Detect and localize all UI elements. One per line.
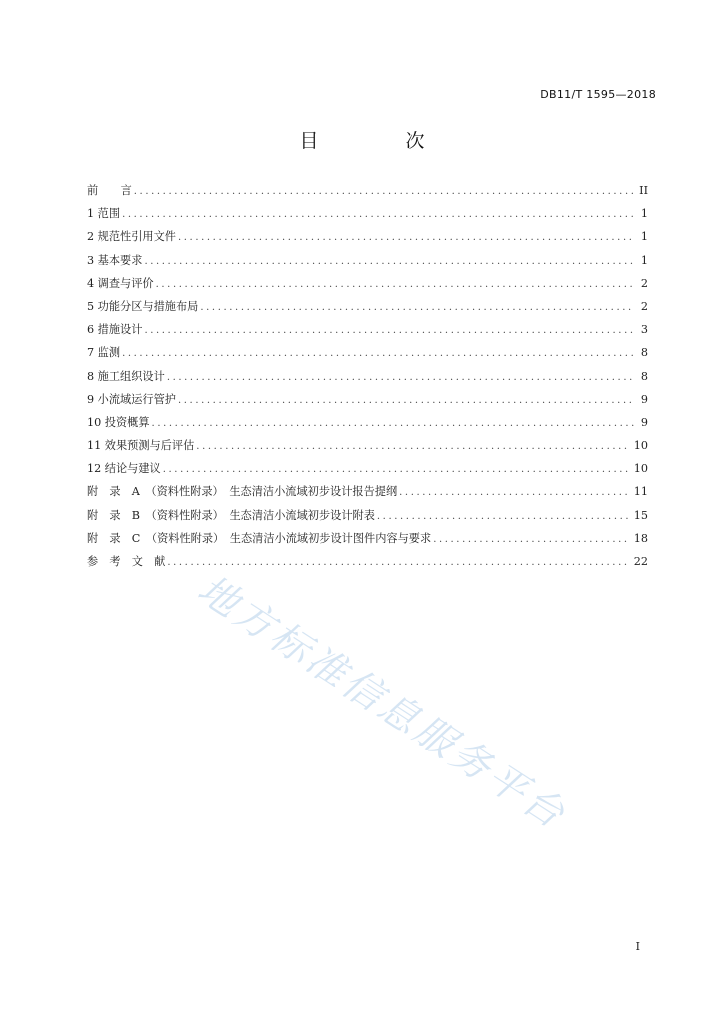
toc-entry-label: 12 结论与建议 <box>87 462 161 476</box>
toc-entry-7[interactable] <box>87 344 648 367</box>
toc-entry-page: II <box>639 184 648 197</box>
toc-leader-dots <box>433 534 630 545</box>
toc-entry-label: 参 考 文 献 <box>87 555 166 568</box>
toc-entry-page: 9 <box>640 415 648 429</box>
toc-entry-label: 前 言 <box>87 184 132 197</box>
toc-entry-page: 2 <box>640 276 648 290</box>
toc-entry-9[interactable] <box>87 391 648 414</box>
watermark-text: 地方标准信息服务平台 <box>189 566 575 839</box>
toc-entry-1[interactable] <box>87 205 648 228</box>
toc-entry-label: 附 录 B （资料性附录） 生态清洁小流域初步设计附表 <box>87 508 375 522</box>
toc-entry-page: 10 <box>633 439 648 453</box>
toc-entry-appendix-a[interactable] <box>87 483 648 506</box>
toc-leader-dots <box>122 209 634 220</box>
toc-entry-label: 6 措施设计 <box>87 323 143 337</box>
page-title: 目 次 <box>299 130 459 152</box>
toc-entry-appendix-c[interactable] <box>87 530 648 553</box>
toc-leader-dots <box>144 256 634 267</box>
toc-entry-page: 1 <box>640 207 648 221</box>
page-number: I <box>635 940 640 953</box>
standard-code: DB11/T 1595—2018 <box>540 88 656 101</box>
toc-entry-page: 9 <box>640 392 648 406</box>
toc-entry-3[interactable] <box>87 252 648 275</box>
toc-entry-8[interactable] <box>87 368 648 391</box>
toc-entry-foreword[interactable] <box>87 182 648 205</box>
toc-entry-page: 11 <box>633 485 648 499</box>
toc-leader-dots <box>200 302 634 313</box>
toc-entry-page: 10 <box>633 462 648 476</box>
toc-entry-4[interactable] <box>87 275 648 298</box>
toc-entry-label: 3 基本要求 <box>87 253 143 267</box>
toc-entry-page: 2 <box>640 299 648 313</box>
toc-entry-label: 1 范围 <box>87 207 121 221</box>
toc-entry-page: 15 <box>633 508 648 522</box>
toc-entry-6[interactable] <box>87 321 648 344</box>
toc-leader-dots <box>163 464 630 475</box>
toc-entry-page: 22 <box>633 555 648 568</box>
toc-entry-11[interactable] <box>87 437 648 460</box>
toc-entry-label: 5 功能分区与措施布局 <box>87 299 199 313</box>
toc-leader-dots <box>178 395 634 406</box>
toc-leader-dots <box>178 232 634 243</box>
toc-leader-dots <box>196 441 629 452</box>
toc-entry-label: 附 录 A （资料性附录） 生态清洁小流域初步设计报告提纲 <box>87 485 398 499</box>
toc-entry-label: 4 调查与评价 <box>87 276 154 290</box>
toc-leader-dots <box>167 372 634 383</box>
toc-entry-5[interactable] <box>87 298 648 321</box>
toc-entry-2[interactable] <box>87 228 648 251</box>
toc-entry-label: 9 小流域运行管护 <box>87 392 176 406</box>
toc-leader-dots <box>134 186 634 197</box>
toc-entry-page: 8 <box>640 369 648 383</box>
toc-entry-label: 附 录 C （资料性附录） 生态清洁小流域初步设计图件内容与要求 <box>87 531 432 545</box>
toc-entry-page: 3 <box>640 323 648 337</box>
toc-leader-dots <box>167 557 629 568</box>
toc-entry-12[interactable] <box>87 460 648 483</box>
toc-leader-dots <box>377 511 630 522</box>
toc-entry-page: 8 <box>640 346 648 360</box>
toc-entry-label: 7 监测 <box>87 346 121 360</box>
toc-leader-dots <box>122 348 634 359</box>
table-of-contents <box>87 182 648 576</box>
toc-entry-label: 8 施工组织设计 <box>87 369 165 383</box>
toc-entry-references[interactable] <box>87 553 648 576</box>
toc-entry-page: 18 <box>633 531 648 545</box>
toc-entry-appendix-b[interactable] <box>87 507 648 530</box>
toc-entry-label: 11 效果预测与后评估 <box>87 439 195 453</box>
toc-leader-dots <box>156 279 634 290</box>
toc-entry-label: 10 投资概算 <box>87 415 150 429</box>
toc-leader-dots <box>152 418 634 429</box>
toc-leader-dots <box>399 487 630 498</box>
toc-entry-10[interactable] <box>87 414 648 437</box>
toc-entry-page: 1 <box>640 230 648 244</box>
toc-leader-dots <box>144 325 634 336</box>
toc-entry-label: 2 规范性引用文件 <box>87 230 176 244</box>
toc-entry-page: 1 <box>640 253 648 267</box>
